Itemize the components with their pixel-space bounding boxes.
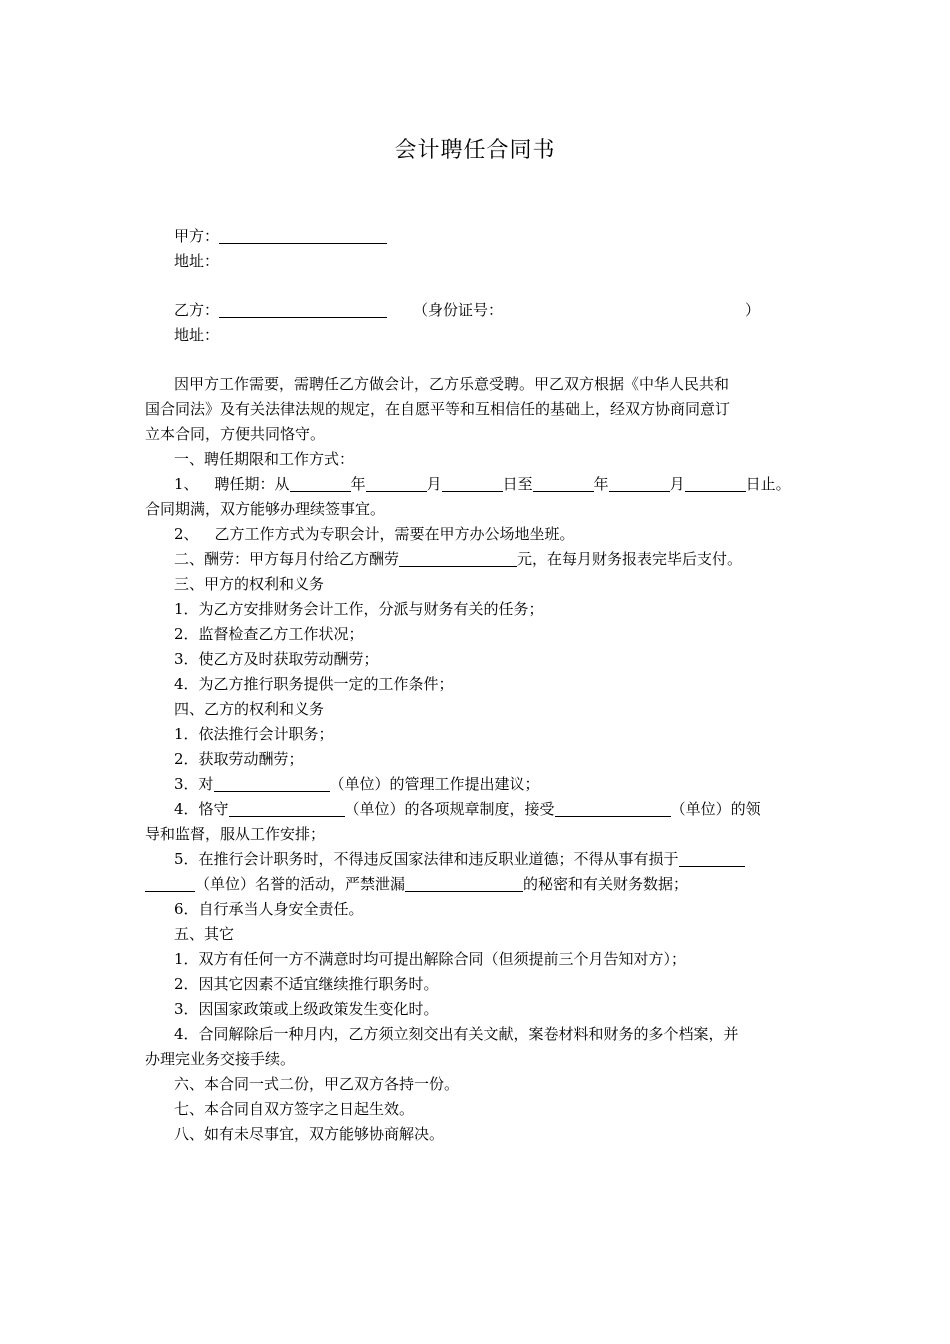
party-b-blank <box>219 301 387 318</box>
year-label: 年 <box>350 475 366 493</box>
item-text: 5．在推行会计职务时，不得违反国家法律和违反职业道德；不得从事有损于 <box>174 850 679 868</box>
section-2-line <box>145 547 805 572</box>
blank <box>290 475 351 492</box>
unit-blank <box>555 800 671 817</box>
item-number: 1、 <box>174 475 199 493</box>
section-5-item-1: 1．双方有任何一方不满意时均可提出解除合同（但须提前三个月告知对方）； <box>174 950 687 968</box>
day-to-label: 日至 <box>502 475 533 493</box>
item-number: 2、 <box>174 525 199 543</box>
month-label: 月 <box>669 475 685 493</box>
unit-blank <box>145 875 195 892</box>
blank <box>442 475 503 492</box>
pay-blank <box>399 550 517 567</box>
section-3-heading: 三、甲方的权利和义务 <box>174 575 325 593</box>
section-6: 六、本合同一式二份，甲乙双方各持一份。 <box>174 1075 460 1093</box>
section-4-item-4-cont: 导和监督，服从工作安排； <box>145 825 326 843</box>
intro-line-3: 立本合同，方便共同恪守。 <box>145 425 326 443</box>
section-5-item-4-cont: 办理完业务交接手续。 <box>145 1050 296 1068</box>
section-1-heading: 一、聘任期限和工作方式： <box>174 450 355 468</box>
section-5-item-3: 3．因国家政策或上级政策发生变化时。 <box>174 1000 439 1018</box>
party-a-label: 甲方： <box>174 227 220 245</box>
item-text: （单位）名誉的活动，严禁泄漏 <box>195 875 406 893</box>
party-b-label: 乙方： <box>174 301 220 319</box>
unit-blank <box>229 800 345 817</box>
blank <box>366 475 427 492</box>
item-text: 3．对 <box>174 775 214 793</box>
section-7: 七、本合同自双方签字之日起生效。 <box>174 1100 415 1118</box>
section-3-item: 2．监督检查乙方工作状况； <box>174 625 364 643</box>
section-4-item-5 <box>145 847 805 872</box>
section-3-item: 3．使乙方及时获取劳动酬劳； <box>174 650 379 668</box>
section-3-item: 4．为乙方推行职务提供一定的工作条件； <box>174 675 454 693</box>
item-text: 4．恪守 <box>174 800 229 818</box>
section-5-heading: 五、其它 <box>174 925 235 943</box>
contract-body <box>145 224 805 1147</box>
pay-text: 二、酬劳：甲方每月付给乙方酬劳 <box>174 550 400 568</box>
item-text: 的秘密和有关财务数据； <box>523 875 689 893</box>
section-4-item-2: 2．获取劳动酬劳； <box>174 750 304 768</box>
blank <box>533 475 594 492</box>
section-1-item-1-cont: 合同期满，双方能够办理续签事宜。 <box>145 500 386 518</box>
section-4-item-1: 1．依法推行会计职务； <box>174 725 334 743</box>
document-title: 会计聘任合同书 <box>394 138 556 163</box>
party-b-id-close: ） <box>745 301 761 319</box>
blank <box>609 475 670 492</box>
party-b-line <box>145 298 805 323</box>
month-label: 月 <box>426 475 442 493</box>
section-1-item-2 <box>145 522 805 547</box>
party-a-blank <box>219 227 387 244</box>
intro-line-2: 国合同法》及有关法律法规的规定，在自愿平等和互相信任的基础上，经双方协商同意订 <box>145 400 731 418</box>
item-text: （单位）的管理工作提出建议； <box>329 775 540 793</box>
party-a-address: 地址： <box>174 252 220 270</box>
term-label: 聘任期：从 <box>214 475 290 493</box>
section-3-item: 1．为乙方安排财务会计工作，分派与财务有关的任务； <box>174 600 544 618</box>
party-a-line <box>145 224 805 249</box>
section-4-item-6: 6．自行承当人身安全责任。 <box>174 900 364 918</box>
item-text: （单位）的各项规章制度，接受 <box>344 800 555 818</box>
item-text: （单位）的领 <box>670 800 761 818</box>
year-label: 年 <box>593 475 609 493</box>
section-5-item-4: 4．合同解除后一种月内，乙方须立刻交出有关文献，案卷材料和财务的多个档案，并 <box>174 1025 739 1043</box>
section-4-item-5-cont <box>145 872 805 897</box>
section-1-item-1 <box>145 472 805 497</box>
section-4-heading: 四、乙方的权利和义务 <box>174 700 325 718</box>
unit-blank <box>405 875 523 892</box>
day-end-label: 日止。 <box>745 475 791 493</box>
section-5-item-2: 2．因其它因素不适宜继续推行职务时。 <box>174 975 439 993</box>
unit-blank <box>214 775 330 792</box>
section-4-item-3 <box>145 772 805 797</box>
party-b-address: 地址： <box>174 326 220 344</box>
pay-text-end: 元，在每月财务报表完毕后支付。 <box>517 550 743 568</box>
intro-line-1: 因甲方工作需要，需聘任乙方做会计，乙方乐意受聘。甲乙双方根据《中华人民共和 <box>174 375 730 393</box>
section-4-item-4 <box>145 797 805 822</box>
blank <box>685 475 746 492</box>
section-8: 八、如有未尽事宜，双方能够协商解决。 <box>174 1125 445 1143</box>
unit-blank <box>679 850 745 867</box>
item-text: 乙方工作方式为专职会计，需要在甲方办公场地坐班。 <box>214 525 575 543</box>
party-b-id-label: （身份证号： <box>413 301 504 319</box>
